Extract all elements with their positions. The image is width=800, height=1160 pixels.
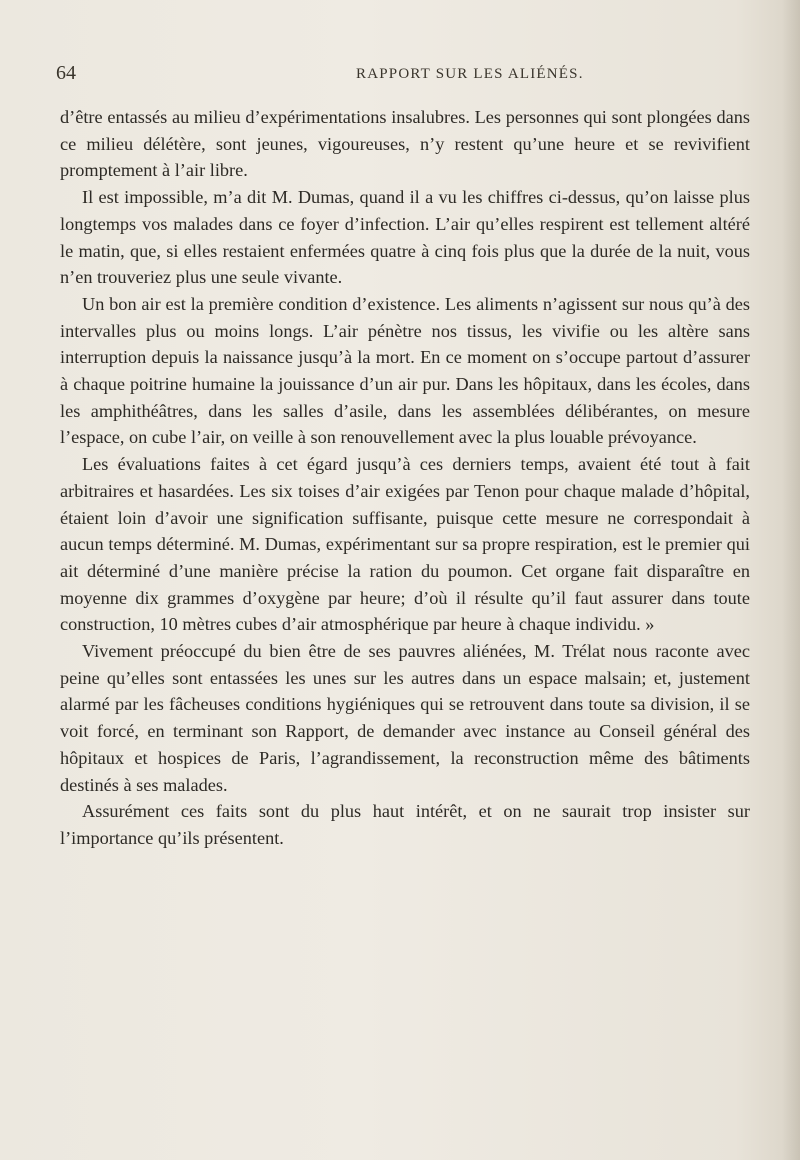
paragraph: Les évaluations faites à cet égard jusqu’à ces derniers temps, avaient été tout à fait arbitraires et hasardées. Les six toises d’air exigées par Tenon pour chaque malade d’hôpital, étaient loin d’avoir une signification suffisante, puisque cette mesure ne correspondait à aucun temps déterminé. M. Dumas, expérimentant sur sa propre respiration, est le premier qui ait déterminé d’une manière précise la ration du poumon. Cet organe fait disparaître en moyenne dix grammes d’oxygène par heure; d’où il résulte qu’il faut assurer dans toute construction, 10 mètres cubes d’air atmosphérique par heure à chaque individu. » (60, 454, 750, 635)
page-edge-shadow (782, 0, 800, 1160)
paragraph: Il est impossible, m’a dit M. Dumas, quand il a vu les chiffres ci-dessus, qu’on laisse plus longtemps vos malades dans ce foyer d’infection. L’air qu’elles respirent est tellement altéré le matin, que, si elles restaient enfermées quatre à cinq fois plus que la durée de la nuit, vous n’en trouveriez plus une seule vivante. (60, 187, 750, 288)
paragraph: Un bon air est la première condition d’existence. Les aliments n’agissent sur nous qu’à des intervalles plus ou moins longs. L’air pénètre nos tissus, les vivifie ou les altère sans interruption depuis la naissance jusqu’à la mort. En ce moment on s’occupe partout d’assurer à chaque poitrine humaine la jouissance d’un air pur. Dans les hôpitaux, dans les écoles, dans les amphithéâtres, dans les salles d’asile, dans les assemblées délibérantes, on mesure l’espace, on cube l’air, on veille à son renouvellement avec la plus louable prévoyance. (60, 293, 750, 448)
body-text (60, 104, 750, 852)
page-number: 64 (56, 62, 76, 84)
paragraph: Vivement préoccupé du bien être de ses pauvres aliénées, M. Trélat nous raconte avec peine qu’elles sont entassées les unes sur les autres dans un espace malsain; et, justement alarmé par les fâcheuses conditions hygiéniques qui se retrouvent dans toute sa division, il se voit forcé, en terminant son Rapport, de demander avec instance au Conseil général des hôpitaux et hospices de Paris, l’agrandissement, la reconstruction même des bâtiments destinés à ses malades. (60, 641, 750, 795)
paragraph-continuation: d’être entassés au milieu d’expérimentations insalubres. Les personnes qui sont plongées dans ce milieu délétère, sont jeunes, vigoureuses, n’y restent qu’une heure et se revivifient promptement à l’air libre. (60, 107, 750, 181)
running-head: RAPPORT SUR LES ALIÉNÉS. (356, 66, 584, 82)
page-header (0, 62, 800, 92)
paragraph: Assurément ces faits sont du plus haut intérêt, et on ne saurait trop insister sur l’importance qu’ils présentent. (60, 801, 750, 848)
